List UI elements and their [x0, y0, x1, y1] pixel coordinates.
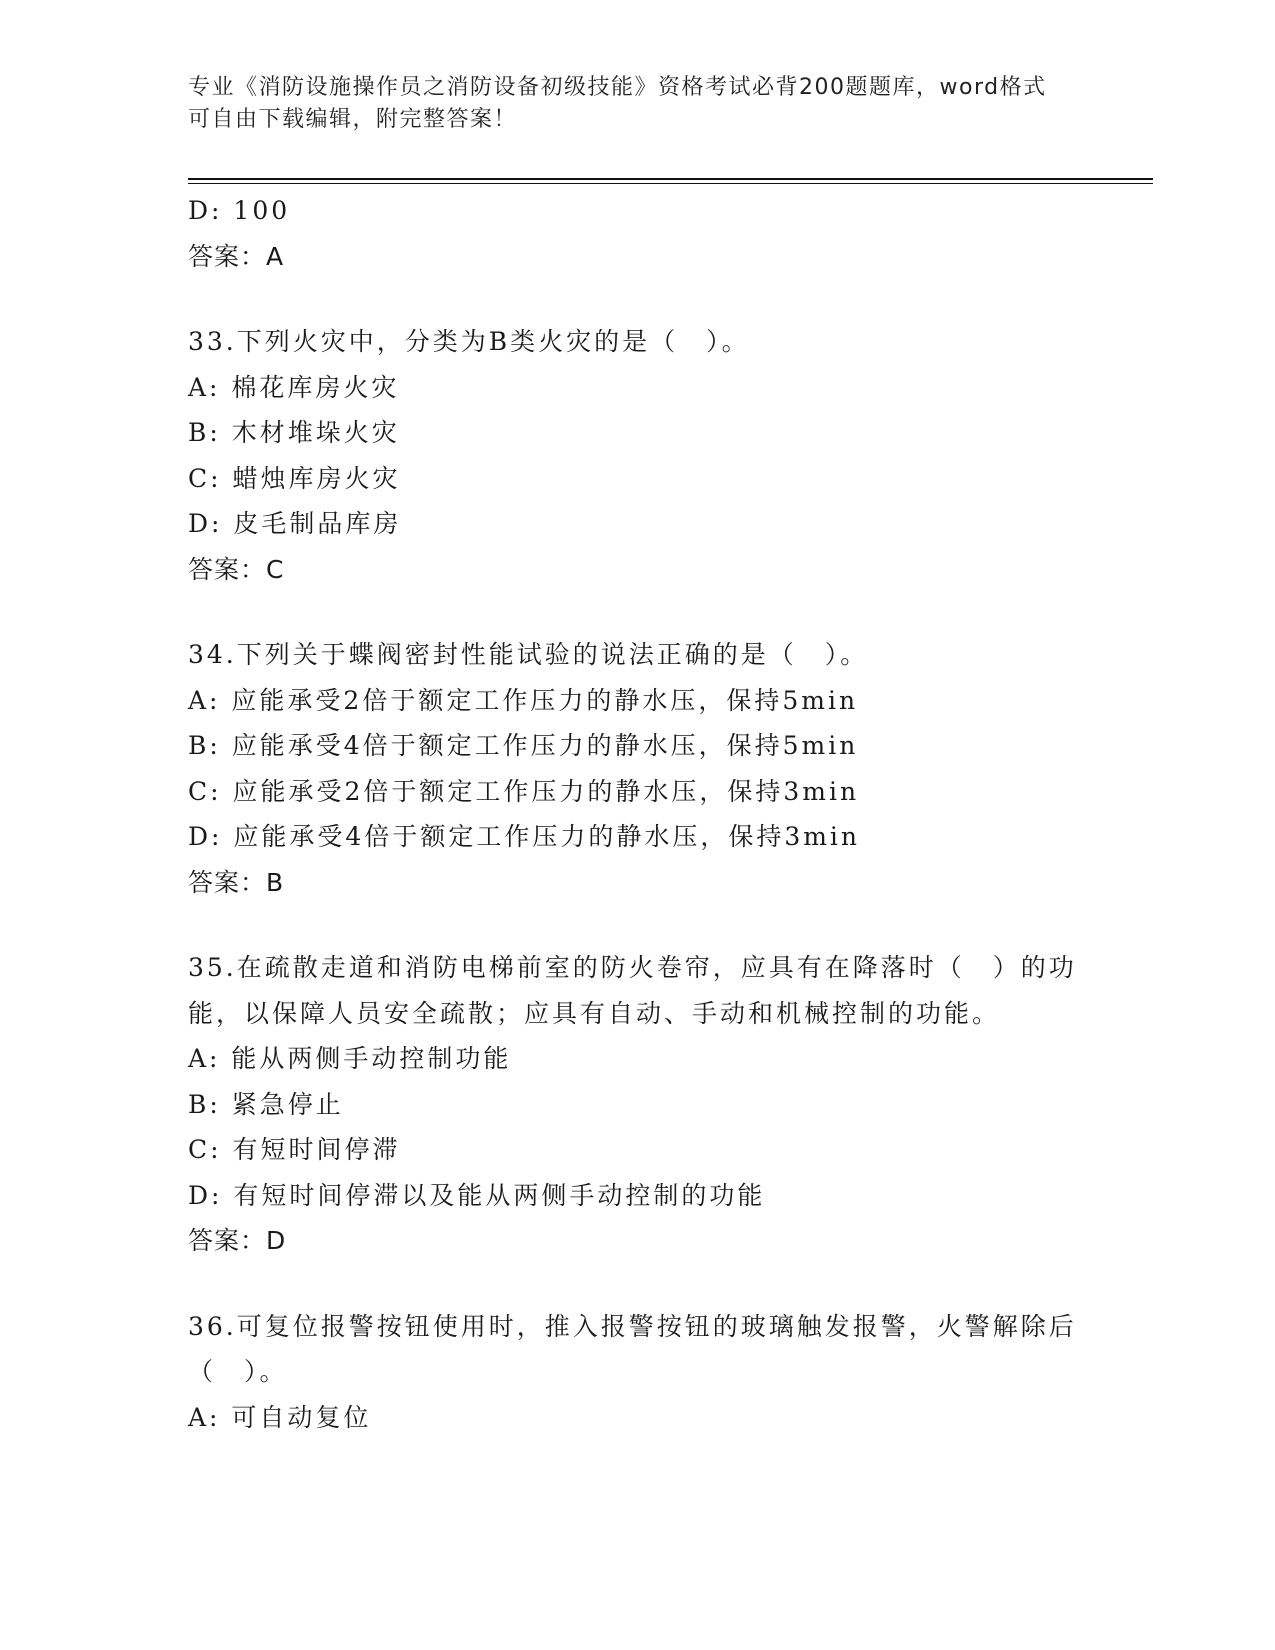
- option-b: B: 应能承受4倍于额定工作压力的静水压，保持5min: [188, 731, 859, 760]
- question-stem: 33.下列火灾中，分类为B类火灾的是（ ）。: [188, 327, 750, 356]
- question-35: [188, 945, 1088, 1264]
- question-stem: 35.在疏散走道和消防电梯前室的防火卷帘，应具有在降落时（ ）的功能，以保障人员安全疏散；应具有自动、手动和机械控制的功能。: [188, 953, 1077, 1028]
- question-36: [188, 1304, 1088, 1441]
- question-stem: 34.下列关于蝶阀密封性能试验的说法正确的是（ ）。: [188, 640, 869, 669]
- prev-answer: 答案：A: [188, 241, 285, 271]
- page-header: 专业《消防设施操作员之消防设备初级技能》资格考试必背200题题库，word格式可自由下载编辑，附完整答案！: [188, 75, 1047, 132]
- option-d: D: 皮毛制品库房: [188, 509, 402, 538]
- question-content: [188, 188, 1088, 1440]
- prev-option-d: D: 100: [188, 196, 291, 225]
- option-b: B: 紧急停止: [188, 1089, 344, 1119]
- option-c: C: 应能承受2倍于额定工作压力的静水压，保持3min: [188, 776, 860, 806]
- option-d: D: 有短时间停滞以及能从两侧手动控制的功能: [188, 1180, 766, 1210]
- question-34: [188, 632, 1088, 905]
- header-rule-thin: [188, 183, 1153, 184]
- answer: 答案：B: [188, 867, 285, 897]
- answer: 答案：C: [188, 554, 285, 584]
- option-b: B: 木材堆垛火灾: [188, 418, 400, 447]
- option-c: C: 有短时间停滞: [188, 1135, 401, 1164]
- option-a: A: 棉花库房火灾: [188, 372, 400, 402]
- question-33: [188, 319, 1088, 592]
- answer: 答案：D: [188, 1226, 287, 1255]
- option-a: A: 应能承受2倍于额定工作压力的静水压，保持5min: [188, 685, 859, 715]
- option-a: A: 可自动复位: [188, 1402, 372, 1432]
- header-rule-thick: [188, 178, 1153, 180]
- question-stem: 36.可复位报警按钮使用时，推入报警按钮的玻璃触发报警，火警解除后（ ）。: [188, 1311, 1077, 1386]
- option-c: C: 蜡烛库房火灾: [188, 463, 401, 493]
- option-a: A: 能从两侧手动控制功能: [188, 1044, 512, 1073]
- option-d: D: 应能承受4倍于额定工作压力的静水压，保持3min: [188, 822, 861, 851]
